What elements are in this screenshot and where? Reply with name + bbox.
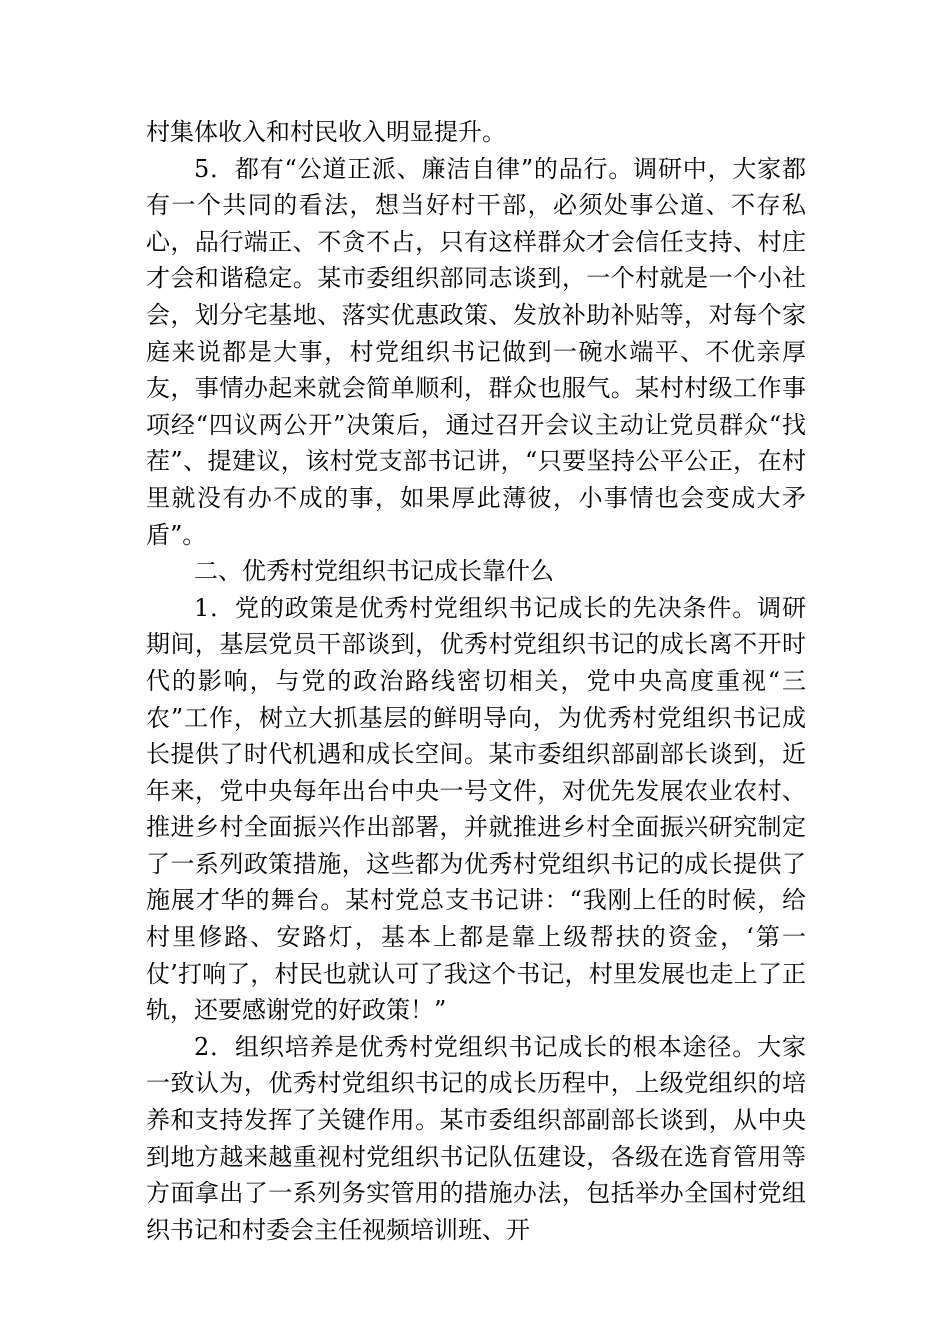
paragraph-item-1-party-policy: 1．党的政策是优秀村党组织书记成长的先决条件。调研期间，基层党员干部谈到，优秀村党组织书记的成长离不开时代的影响，与党的政治路线密切相关，党中央高度重视“三农”工作，树立大抓基层的鲜明导向，为优秀村党组织书记成长提供了时代机遇和成长空间。某市委组织部副部长谈到，近年来，党中央每年出台中央一号文件，对优先发展农业农村、推进乡村全面振兴作出部署，并就推进乡村全面振兴研究制定了一系列政策措施，这些都为优秀村党组织书记的成长提供了施展才华的舞台。某村党总支书记讲：“我刚上任的时候，给村里修路、安路灯，基本上都是靠上级帮扶的资金，‘第一仗’打响了，村民也就认可了我这个书记，村里发展也走上了正轨，还要感谢党的好政策！”: [146, 593, 806, 1025]
section-heading-2: 二、优秀村党组织书记成长靠什么: [194, 557, 554, 586]
paragraph-item-2-organization-training: 2．组织培养是优秀村党组织书记成长的根本途径。大家一致认为，优秀村党组织书记的成长历程中，上级党组织的培养和支持发挥了关键作用。某市委组织部副部长谈到，从中央到地方越来越重视村党组织书记队伍建设，各级在选育管用等方面拿出了一系列务实管用的措施办法，包括举办全国村党组织书记和村委会主任视频培训班、开: [146, 1032, 806, 1244]
paragraph-continuation: 村集体收入和村民收入明显提升。: [146, 118, 506, 146]
document-body: [146, 114, 806, 1248]
paragraph-item-5-integrity: 5．都有“公道正派、廉洁自律”的品行。调研中，大家都有一个共同的看法，想当好村干部，必须处事公道、不存私心，品行端正、不贪不占，只有这样群众才会信任支持、村庄才会和谐稳定。某市委组织部同志谈到，一个村就是一个小社会，划分宅基地、落实优惠政策、发放补助补贴等，对每个家庭来说都是大事，村党组织书记做到一碗水端平、不优亲厚友，事情办起来就会简单顺利，群众也服气。某村村级工作事项经“四议两公开”决策后，通过召开会议主动让党员群众“找茬”、提建议，该村党支部书记讲，“只要坚持公平公正，在村里就没有办不成的事，如果厚此薄彼，小事情也会变成大矛盾”。: [146, 154, 806, 549]
